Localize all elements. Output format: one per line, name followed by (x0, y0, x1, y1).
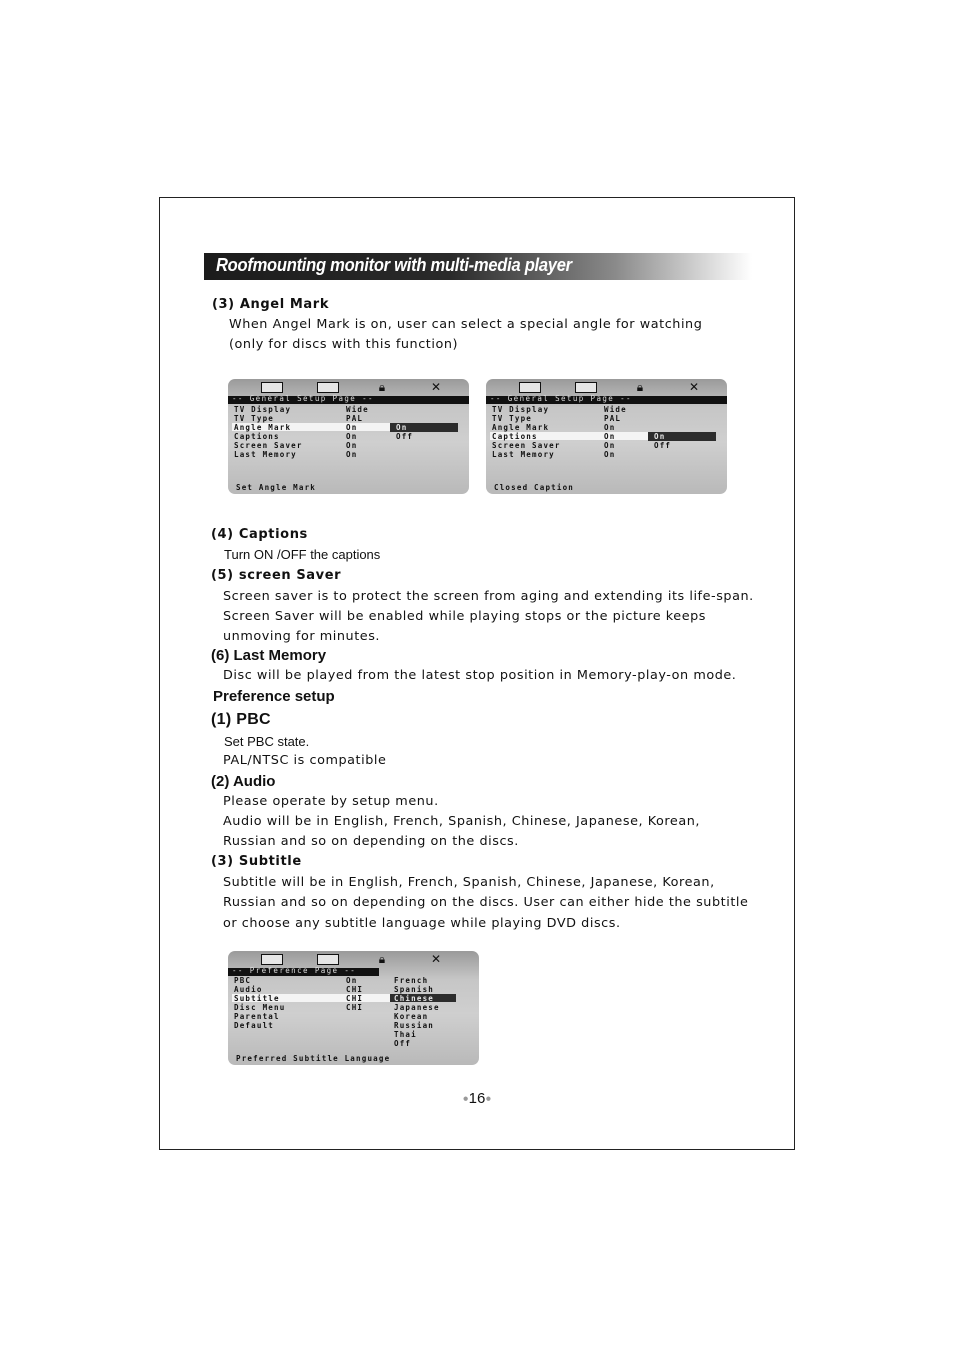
menu-value: On (604, 450, 616, 459)
option-item: Spanish (394, 985, 435, 994)
subtitle-line-1: Subtitle will be in English, French, Spanish, Chinese, Japanese, Korean, (223, 875, 715, 890)
captions-line: Turn ON /OFF the captions (224, 547, 381, 562)
osd-header-bar: -- General Setup Page -- (486, 396, 727, 404)
audio-line-2: Audio will be in English, French, Spanish, Chinese, Japanese, Korean, (223, 814, 701, 829)
saver-heading: (5) screen Saver (211, 568, 342, 583)
page-number: ●16● (462, 1090, 492, 1107)
menu-value: On (346, 432, 358, 441)
osd-footer: Closed Caption (494, 483, 575, 492)
saver-line-1: Screen saver is to protect the screen from aging and extending its life-span. (223, 589, 754, 604)
menu-value: On (604, 432, 616, 441)
lock-icon: 🔒︎ (378, 952, 386, 966)
lock-icon: 🔒︎ (378, 380, 386, 394)
menu-label: Captions (234, 432, 280, 441)
pbc-line-2: PAL/NTSC is compatible (223, 753, 387, 768)
captions-heading: (4) Captions (211, 527, 308, 542)
menu-value: On (604, 423, 616, 432)
saver-line-3: unmoving for minutes. (223, 629, 381, 644)
osd-header-bar: -- General Setup Page -- (228, 396, 469, 404)
option-item: On (396, 423, 408, 432)
menu-label: Captions (492, 432, 538, 441)
header-title: Roofmounting monitor with multi-media player (216, 255, 572, 275)
bullet-dot-icon: ● (462, 1093, 469, 1105)
osd-angle-mark-screenshot (228, 379, 469, 494)
option-item: Russian (394, 1021, 435, 1030)
menu-label: TV Display (492, 405, 550, 414)
header-banner (204, 253, 752, 280)
audio-line-3: Russian and so on depending on the discs. (223, 834, 519, 849)
option-item: Korean (394, 1012, 429, 1021)
exit-icon: ✕ (430, 952, 442, 966)
preference-heading: Preference setup (213, 688, 335, 705)
menu-label: Last Memory (234, 450, 297, 459)
menu-value: On (346, 423, 358, 432)
menu-value: On (346, 976, 358, 985)
menu-value: Wide (604, 405, 627, 414)
osd-footer: Set Angle Mark (236, 483, 317, 492)
menu-label: Screen Saver (234, 441, 303, 450)
menu-label: Default (234, 1021, 275, 1030)
angel-line-2: (only for discs with this function) (229, 337, 459, 352)
bullet-dot-icon: ● (485, 1093, 492, 1105)
menu-label: Audio (234, 985, 263, 994)
menu-label: Parental (234, 1012, 280, 1021)
option-item: Thai (394, 1030, 417, 1039)
menu-label: Angle Mark (234, 423, 292, 432)
pbc-line-1: Set PBC state. (224, 734, 310, 749)
menu-label: Disc Menu (234, 1003, 286, 1012)
tv-icon (519, 382, 541, 393)
audio-line-1: Please operate by setup menu. (223, 794, 439, 809)
option-item: Off (396, 432, 414, 441)
osd-preference-screenshot (228, 951, 479, 1065)
memory-line: Disc will be played from the latest stop position in Memory-play-on mode. (223, 668, 737, 683)
menu-label: Subtitle (234, 994, 280, 1003)
osd-footer: Preferred Subtitle Language (236, 1054, 391, 1063)
menu-label: TV Type (234, 414, 275, 423)
audio-heading: (2) Audio (211, 773, 276, 790)
osd-header-bar: -- Preference Page -- (228, 968, 379, 976)
menu-label: Last Memory (492, 450, 555, 459)
option-item: Chinese (394, 994, 435, 1003)
preference-icon (317, 954, 339, 965)
menu-label: PBC (234, 976, 252, 985)
menu-value: On (346, 450, 358, 459)
option-item: Off (394, 1039, 412, 1048)
menu-value: PAL (346, 414, 364, 423)
tv-icon (261, 954, 283, 965)
menu-label: TV Display (234, 405, 292, 414)
subtitle-line-2: Russian and so on depending on the discs. User can either hide the subtitle (223, 895, 749, 910)
tv-icon (261, 382, 283, 393)
menu-value: CHI (346, 1003, 364, 1012)
saver-line-2: Screen Saver will be enabled while playing stops or the picture keeps (223, 609, 707, 624)
lock-icon: 🔒︎ (636, 380, 644, 394)
preference-icon (575, 382, 597, 393)
exit-icon: ✕ (688, 380, 700, 394)
menu-value: Wide (346, 405, 369, 414)
option-item: On (654, 432, 666, 441)
menu-value: On (346, 441, 358, 450)
menu-label: Angle Mark (492, 423, 550, 432)
pbc-heading: (1) PBC (211, 711, 271, 728)
angel-line-1: When Angel Mark is on, user can select a special angle for watching (229, 317, 703, 332)
option-item: Off (654, 441, 672, 450)
angel-heading: (3) Angel Mark (212, 297, 330, 312)
memory-heading: (6) Last Memory (211, 647, 327, 664)
menu-label: TV Type (492, 414, 533, 423)
subtitle-line-3: or choose any subtitle language while playing DVD discs. (223, 916, 621, 931)
osd-captions-screenshot (486, 379, 727, 494)
menu-value: On (604, 441, 616, 450)
option-item: French (394, 976, 429, 985)
menu-label: Screen Saver (492, 441, 561, 450)
menu-value: CHI (346, 994, 364, 1003)
menu-value: PAL (604, 414, 622, 423)
exit-icon: ✕ (430, 380, 442, 394)
subtitle-heading: (3) Subtitle (211, 854, 302, 869)
preference-icon (317, 382, 339, 393)
option-item: Japanese (394, 1003, 440, 1012)
menu-value: CHI (346, 985, 364, 994)
